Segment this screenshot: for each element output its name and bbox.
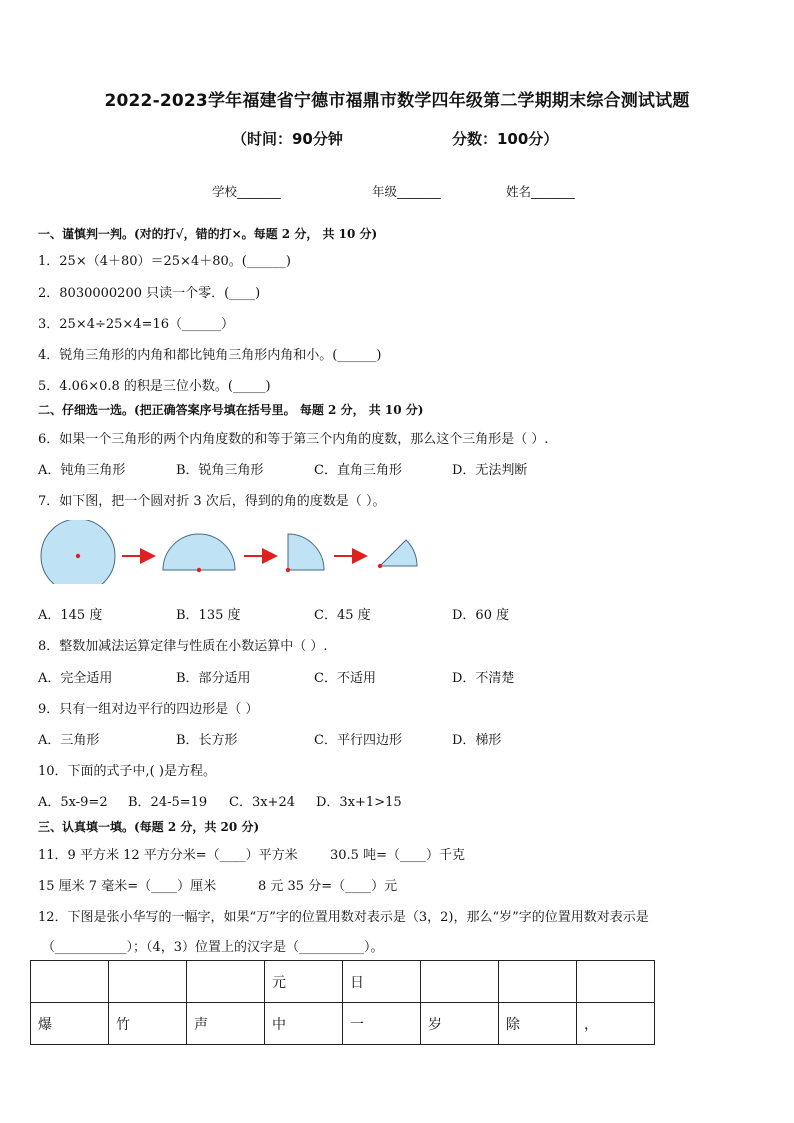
grid-cell: ， <box>577 1003 655 1045</box>
q10-option-a: A．5x-9=2 <box>38 795 108 810</box>
q9-option-c: C．平行四边形 <box>314 733 402 748</box>
question-11-a: 11．9 平方米 12 平方分米=（____）平方米 <box>38 848 298 863</box>
q10-option-d: D．3x+1>15 <box>316 795 402 810</box>
grid-cell: 除 <box>499 1003 577 1045</box>
section3-heading: 三、认真填一填。(每题 2 分，共 20 分) <box>38 820 260 834</box>
q8-option-d: D．不清楚 <box>452 671 515 686</box>
circle-folding-figure <box>36 520 436 584</box>
grid-cell: 岁 <box>421 1003 499 1045</box>
grid-cell: 竹 <box>109 1003 187 1045</box>
grid-cell <box>187 961 265 1003</box>
question-9: 9．只有一组对边平行的四边形是（ ） <box>38 702 259 717</box>
name-field: 姓名_______ <box>506 184 575 199</box>
exam-score: 分数：100分） <box>452 130 559 148</box>
grid-cell <box>31 961 109 1003</box>
question-12-line2: （___________）；（4，3）位置上的汉字是（__________）。 <box>42 940 384 955</box>
grid-cell: 中 <box>265 1003 343 1045</box>
school-field: 学校_______ <box>212 184 281 199</box>
grid-row-top <box>31 961 655 1003</box>
calligraphy-grid <box>30 960 655 1045</box>
q6-option-d: D．无法判断 <box>452 463 528 478</box>
q8-option-c: C．不适用 <box>314 671 376 686</box>
q10-option-c: C．3x+24 <box>229 795 295 810</box>
question-11-b: 30.5 吨=（____）千克 <box>330 848 465 863</box>
question-11-d: 8 元 35 分=（____）元 <box>258 879 398 894</box>
grid-cell <box>421 961 499 1003</box>
question-2: 2．8030000200 只读一个零．(____) <box>38 286 261 301</box>
full-circle <box>41 520 115 584</box>
q9-option-a: A．三角形 <box>38 733 100 748</box>
q6-option-a: A．钝角三角形 <box>38 463 126 478</box>
page-title: 2022-2023学年福建省宁德市福鼎市数学四年级第二学期期末综合测试试题 <box>104 91 690 111</box>
question-4: 4．锐角三角形的内角和都比钝角三角形内角和小。(______) <box>38 348 382 363</box>
question-11-c: 15 厘米 7 毫米=（____）厘米 <box>38 879 217 894</box>
grid-cell <box>577 961 655 1003</box>
question-7: 7．如下图，把一个圆对折 3 次后，得到的角的度数是（ ）。 <box>38 494 386 509</box>
grid-cell: 日 <box>343 961 421 1003</box>
q9-option-b: B．长方形 <box>176 733 238 748</box>
q7-option-a: A．145 度 <box>38 608 103 623</box>
q7-option-d: D．60 度 <box>452 608 510 623</box>
q9-option-d: D．梯形 <box>452 733 502 748</box>
grade-field: 年级_______ <box>372 184 441 199</box>
q8-option-b: B．部分适用 <box>176 671 251 686</box>
q10-option-b: B．24-5=19 <box>128 795 208 810</box>
section1-heading: 一、谨慎判一判。(对的打√，错的打×。每题 2 分， 共 10 分) <box>38 227 378 241</box>
grid-cell <box>109 961 187 1003</box>
half-circle <box>163 534 235 572</box>
question-10: 10．下面的式子中,( )是方程。 <box>38 764 216 779</box>
grid-row-bottom <box>31 1003 655 1045</box>
quarter-circle <box>286 534 324 572</box>
q6-option-c: C．直角三角形 <box>314 463 402 478</box>
section2-heading: 二、仔细选一选。(把正确答案序号填在括号里。 每题 2 分， 共 10 分) <box>38 403 424 417</box>
q6-option-b: B．锐角三角形 <box>176 463 264 478</box>
exam-time: （时间：90分钟 <box>232 130 343 148</box>
grid-cell: 声 <box>187 1003 265 1045</box>
question-3: 3．25×4÷25×4=16（______） <box>38 317 235 332</box>
q7-option-c: C．45 度 <box>314 608 371 623</box>
grid-cell: 爆 <box>31 1003 109 1045</box>
question-6: 6．如果一个三角形的两个内角度数的和等于第三个内角的度数，那么这个三角形是（ ）. <box>38 432 549 447</box>
q7-option-b: B．135 度 <box>176 608 241 623</box>
grid-cell: 元 <box>265 961 343 1003</box>
q8-option-a: A．完全适用 <box>38 671 113 686</box>
grid-cell <box>499 961 577 1003</box>
question-8: 8．整数加减法运算定律与性质在小数运算中（ ）. <box>38 639 328 654</box>
eighth-circle <box>378 540 417 568</box>
question-1: 1．25×（4＋80）＝25×4＋80。(______) <box>38 254 291 269</box>
grid-cell: 一 <box>343 1003 421 1045</box>
question-5: 5．4.06×0.8 的积是三位小数。(_____) <box>38 379 271 394</box>
question-12-line1: 12．下图是张小华写的一幅字，如果“万”字的位置用数对表示是（3，2)，那么“岁”字的位置用数对表示是 <box>38 910 649 925</box>
